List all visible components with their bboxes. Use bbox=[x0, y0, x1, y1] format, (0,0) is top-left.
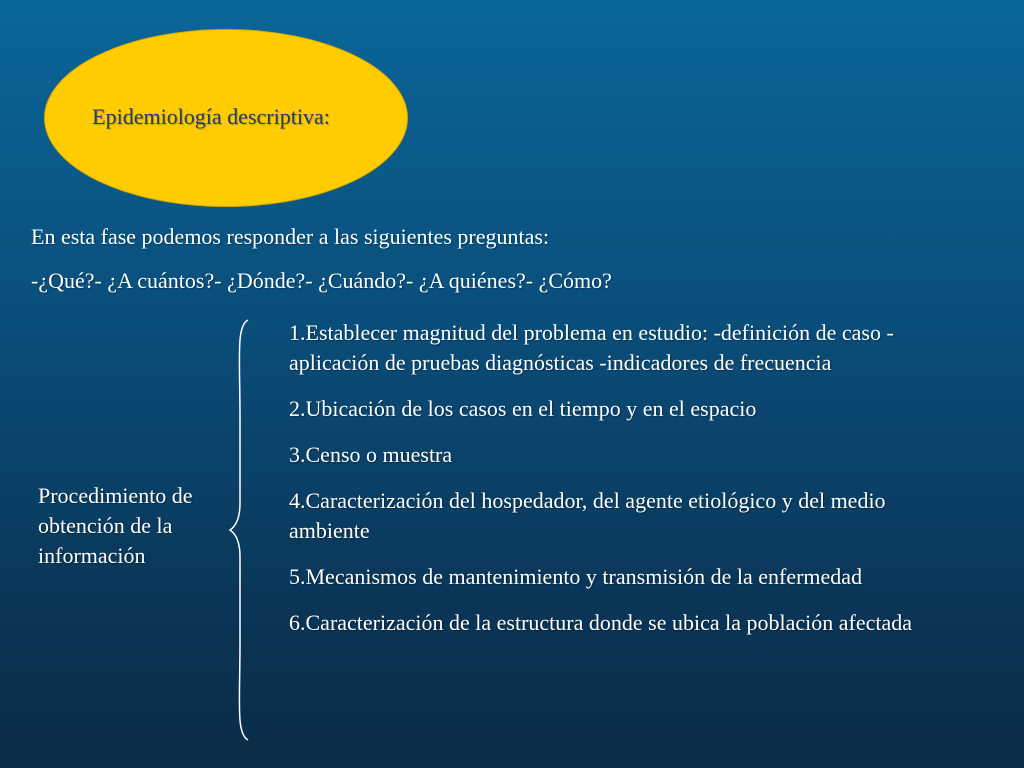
step-item-2: 2.Ubicación de los casos en el tiempo y en el espacio bbox=[289, 396, 757, 421]
steps-list bbox=[289, 318, 969, 654]
step-item-6: 6.Caracterización de la estructura donde se ubica la población afectada bbox=[289, 610, 913, 635]
step-item-5: 5.Mecanismos de mantenimiento y transmisión de la enfermedad bbox=[289, 564, 863, 589]
procedure-label: Procedimiento de obtención de la información bbox=[38, 483, 193, 568]
step-item-3: 3.Censo o muestra bbox=[289, 442, 453, 467]
slide-title: Epidemiología descriptiva: bbox=[92, 104, 330, 129]
title-ellipse bbox=[44, 29, 408, 207]
questions-text: -¿Qué?- ¿A cuántos?- ¿Dónde?- ¿Cuándo?- ¿A quiénes?- ¿Cómo? bbox=[31, 268, 612, 293]
left-brace-icon bbox=[228, 318, 256, 742]
step-item-4: 4.Caracterización del hospedador, del agente etiológico y del medio ambiente bbox=[289, 488, 886, 543]
step-item-1: 1.Establecer magnitud del problema en estudio: -definición de caso -aplicación de pruebas diagnósticas -indicadores de frecuencia bbox=[289, 320, 894, 375]
intro-text: En esta fase podemos responder a las siguientes preguntas: bbox=[31, 224, 550, 249]
